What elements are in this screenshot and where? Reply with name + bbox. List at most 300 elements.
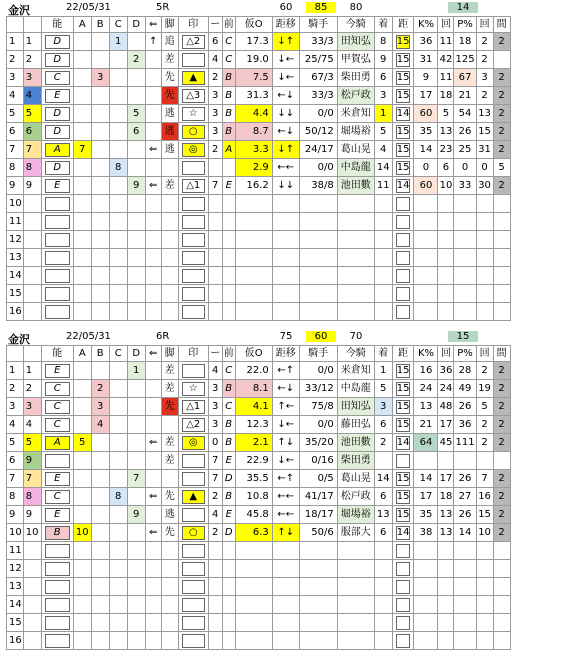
arrow	[145, 51, 161, 69]
race-table	[6, 345, 511, 650]
empty-cell	[23, 285, 41, 303]
count-2: 2	[476, 33, 493, 51]
arrow: ⇐	[145, 177, 161, 195]
running-style: 逃	[161, 105, 178, 123]
empty-cell	[127, 249, 145, 267]
empty-cell	[208, 632, 222, 650]
previous-class: B	[222, 380, 235, 398]
empty-cell	[337, 195, 374, 213]
empty-cell	[414, 231, 438, 249]
rank-a	[73, 69, 91, 87]
table-row[interactable]	[7, 524, 511, 542]
post-number: 5	[7, 434, 24, 452]
empty-cell	[73, 596, 91, 614]
empty-cell	[476, 195, 493, 213]
rank-a: 7	[73, 141, 91, 159]
provisional-odds: 45.8	[235, 506, 272, 524]
provisional-odds: 2.1	[235, 434, 272, 452]
table-row[interactable]	[7, 249, 511, 267]
empty-cell	[145, 542, 161, 560]
table-row[interactable]	[7, 578, 511, 596]
table-row[interactable]	[7, 380, 511, 398]
jockey-name: 藤田弘	[337, 416, 374, 434]
empty-box	[182, 580, 205, 594]
empty-cell	[272, 614, 299, 632]
empty-cell	[109, 249, 127, 267]
empty-cell	[493, 231, 510, 249]
previous-class: B	[222, 434, 235, 452]
rank-a	[73, 398, 91, 416]
table-row[interactable]	[7, 267, 511, 285]
k-percent: 14	[414, 470, 438, 488]
table-row[interactable]	[7, 231, 511, 249]
empty-box	[45, 215, 70, 229]
arrow	[145, 506, 161, 524]
empty-cell	[374, 195, 392, 213]
table-row[interactable]	[7, 285, 511, 303]
empty-box	[396, 562, 411, 576]
empty-cell	[392, 560, 414, 578]
rank-c	[109, 524, 127, 542]
table-row[interactable]	[7, 159, 511, 177]
count-2: 15	[476, 123, 493, 141]
jockey-name: 中島龍	[337, 380, 374, 398]
rank-a	[73, 87, 91, 105]
rank-box: E	[45, 364, 70, 378]
empty-box	[45, 616, 70, 630]
empty-cell	[235, 195, 272, 213]
k-percent: 38	[414, 524, 438, 542]
empty-cell	[41, 614, 73, 632]
empty-cell	[493, 285, 510, 303]
k-percent: 64	[414, 434, 438, 452]
count: 13	[438, 506, 454, 524]
rank	[41, 488, 73, 506]
empty-cell	[178, 231, 208, 249]
empty-cell	[109, 195, 127, 213]
interval: 2	[493, 33, 510, 51]
empty-cell	[73, 213, 91, 231]
empty-cell	[109, 542, 127, 560]
empty-cell	[109, 303, 127, 321]
provisional-odds: 22.0	[235, 362, 272, 380]
empty-box	[396, 215, 411, 229]
header-value-2: 60	[306, 331, 336, 342]
header-cell-9: ー	[208, 17, 222, 33]
table-row[interactable]	[7, 452, 511, 470]
rank-d	[127, 416, 145, 434]
empty-cell	[374, 285, 392, 303]
header-cell-6: ⇐	[145, 346, 161, 362]
gap: 3	[208, 105, 222, 123]
interval: 2	[493, 123, 510, 141]
distance-move: ←↑	[272, 362, 299, 380]
interval: 2	[493, 524, 510, 542]
rank	[41, 452, 73, 470]
empty-cell	[299, 614, 337, 632]
empty-cell	[23, 195, 41, 213]
rank-a	[73, 33, 91, 51]
rank-box: A	[45, 143, 70, 157]
finish: 6	[374, 416, 392, 434]
empty-cell	[299, 249, 337, 267]
post-number: 6	[7, 123, 24, 141]
arrow	[145, 123, 161, 141]
jockey-name: 池田數	[337, 177, 374, 195]
table-row[interactable]	[7, 303, 511, 321]
mark	[178, 452, 208, 470]
jockey-name: 柴田勇	[337, 452, 374, 470]
empty-cell	[127, 231, 145, 249]
running-style	[161, 159, 178, 177]
header-cell-7: 脚	[161, 17, 178, 33]
post-number: 7	[7, 141, 24, 159]
distance-move: ↓↓	[272, 105, 299, 123]
empty-cell	[476, 632, 493, 650]
provisional-odds: 8.1	[235, 380, 272, 398]
empty-cell	[222, 303, 235, 321]
star-outline-icon	[178, 105, 208, 123]
table-row[interactable]	[7, 69, 511, 87]
distance-box: 15	[396, 400, 410, 412]
distance-box: 14	[396, 107, 410, 119]
table-row[interactable]	[7, 87, 511, 105]
arrow	[145, 398, 161, 416]
empty-cell	[392, 542, 414, 560]
empty-box	[182, 616, 205, 630]
rank-d	[127, 87, 145, 105]
table-row[interactable]	[7, 614, 511, 632]
table-row[interactable]	[7, 596, 511, 614]
rank	[41, 434, 73, 452]
triangle-filled-icon	[178, 69, 208, 87]
rank-d	[127, 33, 145, 51]
rank-c	[109, 362, 127, 380]
table-row[interactable]	[7, 560, 511, 578]
distance-box: 15	[396, 472, 410, 484]
rank-d	[127, 452, 145, 470]
interval: 2	[493, 141, 510, 159]
table-row[interactable]	[7, 362, 511, 380]
rank-a	[73, 177, 91, 195]
horse-number: 2	[23, 51, 41, 69]
rank	[41, 87, 73, 105]
rank-box: B	[45, 526, 70, 540]
rank-c	[109, 506, 127, 524]
distance-move: ↓←	[272, 51, 299, 69]
rank-c	[109, 470, 127, 488]
distance	[392, 380, 414, 398]
count: 18	[438, 87, 454, 105]
empty-cell	[235, 560, 272, 578]
table-row[interactable]	[7, 632, 511, 650]
jockey-name: 葛山晃	[337, 141, 374, 159]
rank-box: E	[45, 89, 70, 103]
interval: 2	[493, 105, 510, 123]
interval: 2	[493, 506, 510, 524]
running-style: 追	[161, 33, 178, 51]
provisional-odds: 12.3	[235, 416, 272, 434]
empty-cell	[222, 578, 235, 596]
empty-cell	[454, 249, 476, 267]
empty-cell	[23, 303, 41, 321]
horse-number: 5	[23, 105, 41, 123]
empty-box	[182, 251, 205, 265]
jockey-name: 田知弘	[337, 398, 374, 416]
empty-cell	[438, 614, 454, 632]
post-number: 14	[7, 267, 24, 285]
p-percent: 26	[454, 506, 476, 524]
empty-box	[45, 580, 70, 594]
empty-cell	[145, 578, 161, 596]
finish: 3	[374, 87, 392, 105]
empty-cell	[91, 231, 109, 249]
k-percent: 17	[414, 87, 438, 105]
horse-number: 9	[23, 177, 41, 195]
distance	[392, 506, 414, 524]
rank-a	[73, 416, 91, 434]
count: 13	[438, 524, 454, 542]
arrow: ⇐	[145, 488, 161, 506]
count: 11	[438, 69, 454, 87]
empty-box	[182, 562, 205, 576]
table-row[interactable]	[7, 51, 511, 69]
previous-class: C	[222, 398, 235, 416]
empty-cell	[374, 578, 392, 596]
empty-cell	[438, 231, 454, 249]
empty-cell	[178, 303, 208, 321]
empty-cell	[454, 614, 476, 632]
empty-cell	[208, 560, 222, 578]
rank-box: C	[45, 400, 70, 414]
empty-cell	[73, 578, 91, 596]
empty-cell	[337, 596, 374, 614]
empty-cell	[208, 542, 222, 560]
post-number: 2	[7, 51, 24, 69]
rank-b	[91, 33, 109, 51]
distance-move: ↑←	[272, 398, 299, 416]
count: 45	[438, 434, 454, 452]
rank-c	[109, 123, 127, 141]
running-style: 差	[161, 434, 178, 452]
distance-box: 14	[396, 526, 410, 538]
count: 42	[438, 51, 454, 69]
count-2: 31	[476, 141, 493, 159]
table-row[interactable]	[7, 398, 511, 416]
p-percent: 28	[454, 362, 476, 380]
header-cell-21: 間	[493, 346, 510, 362]
p-percent: 111	[454, 434, 476, 452]
rank-b	[91, 488, 109, 506]
distance-box: 14	[396, 436, 410, 448]
empty-cell	[392, 614, 414, 632]
header-cell-6: ⇐	[145, 17, 161, 33]
table-row[interactable]	[7, 105, 511, 123]
post-number: 8	[7, 159, 24, 177]
empty-cell	[208, 267, 222, 285]
empty-cell	[145, 303, 161, 321]
finish	[374, 452, 392, 470]
count: 18	[438, 488, 454, 506]
finish: 13	[374, 506, 392, 524]
finish: 1	[374, 362, 392, 380]
post-number: 10	[7, 195, 24, 213]
jockey-name: 田知弘	[337, 33, 374, 51]
interval: 2	[493, 362, 510, 380]
rank-box: D	[45, 161, 70, 175]
table-row[interactable]	[7, 470, 511, 488]
previous-class: B	[222, 69, 235, 87]
jockey-record: 33/3	[299, 33, 337, 51]
header-cell-12: 距移	[272, 17, 299, 33]
empty-cell	[476, 614, 493, 632]
rank-b	[91, 159, 109, 177]
rank-box: C	[45, 490, 70, 504]
k-percent	[414, 452, 438, 470]
mark	[178, 51, 208, 69]
empty-cell	[438, 195, 454, 213]
finish: 5	[374, 380, 392, 398]
empty-cell	[438, 213, 454, 231]
empty-cell	[23, 213, 41, 231]
empty-cell	[374, 614, 392, 632]
horse-number: 7	[23, 470, 41, 488]
post-number: 13	[7, 578, 24, 596]
table-row[interactable]	[7, 542, 511, 560]
rank-d: 2	[127, 51, 145, 69]
triangle-outline-icon	[178, 177, 208, 195]
empty-box	[182, 269, 205, 283]
post-number: 1	[7, 33, 24, 51]
empty-cell	[127, 213, 145, 231]
finish: 9	[374, 51, 392, 69]
empty-cell	[91, 614, 109, 632]
empty-cell	[127, 596, 145, 614]
previous-class: C	[222, 51, 235, 69]
rank	[41, 398, 73, 416]
table-row[interactable]	[7, 33, 511, 51]
rank-b	[91, 123, 109, 141]
empty-box	[45, 197, 70, 211]
circle-outline-icon	[178, 524, 208, 542]
k-percent: 35	[414, 123, 438, 141]
distance	[392, 524, 414, 542]
rank-c	[109, 380, 127, 398]
empty-cell	[222, 285, 235, 303]
table-row[interactable]	[7, 213, 511, 231]
rank-d	[127, 524, 145, 542]
table-row[interactable]	[7, 506, 511, 524]
table-row[interactable]	[7, 195, 511, 213]
empty-cell	[208, 303, 222, 321]
rank-c	[109, 51, 127, 69]
table-row[interactable]	[7, 177, 511, 195]
distance	[392, 87, 414, 105]
empty-cell	[178, 542, 208, 560]
empty-cell	[161, 303, 178, 321]
previous-class: D	[222, 470, 235, 488]
empty-cell	[374, 267, 392, 285]
empty-cell	[454, 213, 476, 231]
empty-box	[396, 580, 411, 594]
empty-cell	[454, 560, 476, 578]
empty-cell	[208, 578, 222, 596]
empty-cell	[161, 614, 178, 632]
provisional-odds: 17.3	[235, 33, 272, 51]
rank-a	[73, 470, 91, 488]
running-style: 逃	[161, 141, 178, 159]
empty-cell	[23, 267, 41, 285]
empty-cell	[374, 596, 392, 614]
empty-cell	[272, 560, 299, 578]
table-row[interactable]	[7, 123, 511, 141]
distance	[392, 416, 414, 434]
empty-cell	[493, 596, 510, 614]
gap: 7	[208, 470, 222, 488]
empty-cell	[438, 285, 454, 303]
rank-box: C	[45, 71, 70, 85]
empty-cell	[414, 213, 438, 231]
p-percent: 26	[454, 123, 476, 141]
header-cell-18: 回	[438, 346, 454, 362]
triangle-filled-icon-box: ▲	[182, 71, 205, 85]
horse-number: 1	[23, 362, 41, 380]
empty-cell	[454, 195, 476, 213]
empty-cell	[208, 614, 222, 632]
empty-cell	[299, 303, 337, 321]
race-number: 6R	[156, 331, 170, 342]
jockey-record: 0/0	[299, 362, 337, 380]
k-percent: 24	[414, 380, 438, 398]
finish: 2	[374, 434, 392, 452]
distance	[392, 105, 414, 123]
empty-cell	[476, 285, 493, 303]
empty-cell	[299, 596, 337, 614]
empty-cell	[109, 267, 127, 285]
count	[438, 452, 454, 470]
empty-cell	[476, 213, 493, 231]
k-percent: 31	[414, 51, 438, 69]
header-value-1: 60	[279, 2, 293, 13]
table-row[interactable]	[7, 416, 511, 434]
distance-box: 15	[396, 418, 410, 430]
empty-cell	[222, 632, 235, 650]
rank-b	[91, 177, 109, 195]
distance	[392, 398, 414, 416]
empty-box	[45, 269, 70, 283]
table-row[interactable]	[7, 488, 511, 506]
empty-cell	[392, 195, 414, 213]
empty-cell	[235, 213, 272, 231]
mark	[178, 470, 208, 488]
empty-cell	[438, 249, 454, 267]
empty-cell	[374, 213, 392, 231]
empty-cell	[493, 614, 510, 632]
empty-box	[182, 233, 205, 247]
table-row[interactable]	[7, 434, 511, 452]
race-place: 金沢	[8, 4, 30, 17]
empty-cell	[454, 596, 476, 614]
empty-cell	[145, 249, 161, 267]
k-percent: 13	[414, 398, 438, 416]
empty-cell	[414, 285, 438, 303]
empty-cell	[493, 632, 510, 650]
empty-cell	[161, 578, 178, 596]
previous-class: A	[222, 141, 235, 159]
header-cell-blank	[7, 17, 24, 33]
empty-cell	[222, 267, 235, 285]
table-row[interactable]	[7, 141, 511, 159]
